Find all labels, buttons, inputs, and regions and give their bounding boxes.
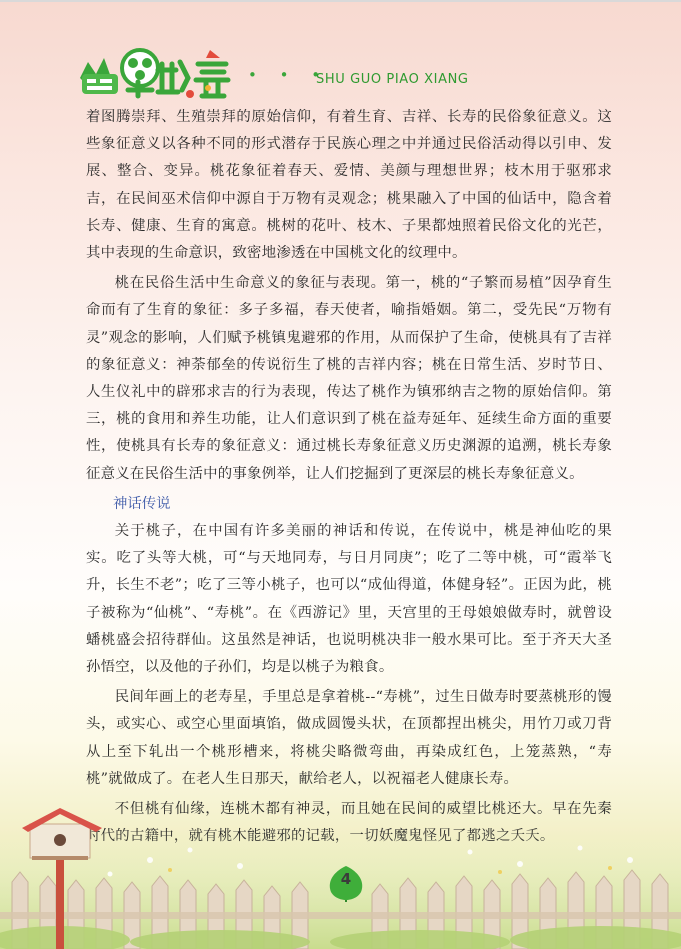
top-border: [0, 0, 681, 2]
header-dots: • • •: [248, 66, 330, 84]
birdhouse-illustration: [12, 806, 112, 949]
brand-pinyin: SHU GUO PIAO XIANG: [316, 72, 469, 87]
article-body: [86, 104, 612, 850]
page-header: [78, 44, 638, 104]
paragraph: 着图腾崇拜、生殖崇拜的原始信仰，有着生育、吉祥、长寿的民俗象征意义。这些象征意义以各种不同的形式潜存于民族心理之中并通过民俗活动得以引申、发展、整合、变异。桃花象征着春天、爱情、美颜与理想世界；枝木用于驱邪求吉，在民间巫术信仰中源自于万物有灵观念；桃果融入了中国的仙话中，隐含着长寿、健康、生育的寓意。桃树的花叶、枝木、子果都烛照着民俗文化的光芒，其中表现的生命意识，致密地渗透在中国桃文化的纹理中。: [86, 109, 612, 262]
paragraph: 不但桃有仙缘，连桃木都有神灵，而且她在民间的威望比桃还大。早在先秦: [114, 801, 612, 818]
paragraph: 关于桃子，在中国有许多美丽的神话和传说，在传说中，桃是神仙吃的果实。吃了头等大桃，可“与天地同寿，与日月同庚”；吃了二等中桃，可“霞举飞升，长生不老”；吃了三等小桃子，也可以“成仙得道，体健身轻”。正因为此，桃子被称为“仙桃”、“寿桃”。在《西游记》里，天宫里的王母娘娘做寿时，就曾设蟠桃盛会招待群仙。这虽然是神话，也说明桃决非一般水果可比。至于齐天大圣孙悟空，以及他的子孙们，均是以桃子为粮食。: [86, 523, 612, 676]
page-number-badge: [325, 864, 367, 902]
logo-shu-guo-piao-xiang: [78, 44, 236, 100]
section-heading: 神话传说: [113, 495, 171, 512]
page-number: 4: [340, 870, 352, 888]
paragraph: 民间年画上的老寿星，手里总是拿着桃--“寿桃”，过生日做寿时要蒸桃形的馒头，或实心、或空心里面填馅，做成圆馒头状，在顶都捏出桃尖，用竹刀或刀背从上至下轧出一个桃形槽来，将桃尖略微弯曲，再染成红色，上笼蒸熟，“寿桃”就做成了。在老人生日那天，献给老人，以祝福老人健康长寿。: [86, 689, 612, 787]
paragraph: 桃在民俗生活中生命意义的象征与表现。第一，桃的“子繁而易植”因孕育生命而有了生育的象征：多子多福，春天使者，喻指婚姻。第二，受先民“万物有灵”观念的影响，人们赋予桃镇鬼避邪的作用，从而保护了生命，使桃具有了吉祥的象征意义：神荼郁垒的传说衍生了桃的吉祥内容；桃在日常生活、岁时节日、人生仪礼中的辟邪求吉的行为表现，传达了桃作为镇邪纳吉之物的原始信仰。第三，桃的食用和养生功能，让人们意识到了桃在益寿延年、延续生命方面的重要性，使桃具有长寿的象征意义：通过桃长寿象征意义历史渊源的追溯，桃长寿象征意义在民俗生活中的事象例举，让人们挖掘到了更深层的桃长寿象征意义。: [86, 275, 612, 482]
